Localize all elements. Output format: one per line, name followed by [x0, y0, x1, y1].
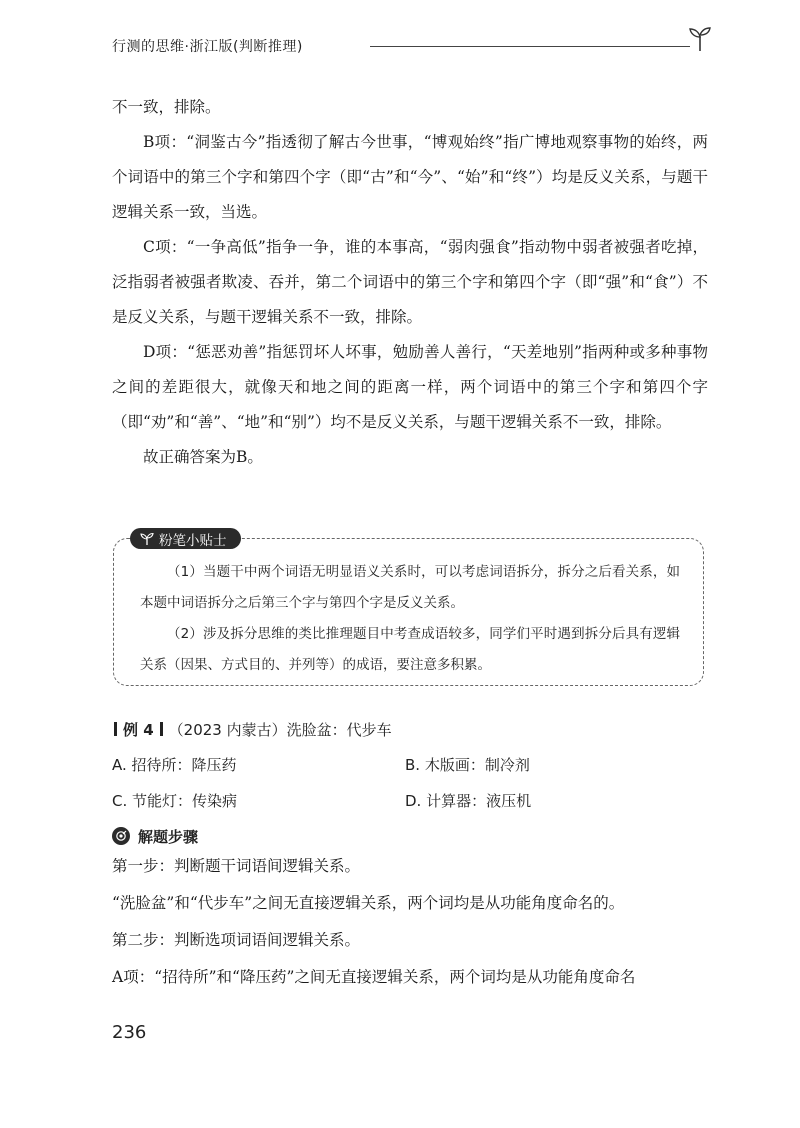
tip-badge-label: 粉笔小贴士 [159, 532, 227, 549]
label-bar-left [114, 722, 117, 736]
option-a: A. 招待所：降压药 [112, 755, 237, 774]
target-icon [112, 827, 130, 845]
example-title [112, 712, 708, 746]
example-question [112, 712, 708, 818]
paragraph-answer: 故正确答案为B。 [143, 448, 263, 466]
paragraph-1: 不一致，排除。 [112, 98, 221, 116]
option-b: B. 木版画：制冷剂 [405, 755, 530, 774]
analysis-text [112, 90, 708, 475]
option-c: C. 节能灯：传染病 [112, 791, 238, 810]
page-header [112, 30, 712, 60]
step-line-3: 第二步：判断选项词语间逻辑关系。 [112, 931, 361, 949]
running-title: 行测的思维·浙江版(判断推理) [112, 39, 303, 55]
option-d: D. 计算器：液压机 [405, 791, 532, 810]
paragraph-option-c: C项：“一争高低”指争一争，谁的本事高，“弱肉强食”指动物中弱者被强者吃掉，泛指弱者被强者欺凌、吞并，第二个词语中的第三个字和第四个字（即“强”和“食”）不是反义关系，与题干逻辑关系不一致，排除。 [112, 238, 708, 326]
page-number: 236 [112, 1022, 147, 1043]
paragraph-option-d: D项：“惩恶劝善”指惩罚坏人坏事，勉励善人善行，“天差地别”指两种或多种事物之间的差距很大，就像天和地之间的距离一样，两个词语中的第三个字和第四个字（即“劝”和“善”、“地”和“别”）均不是反义关系，与题干逻辑关系不一致，排除。 [112, 343, 708, 431]
example-stem: 洗脸盆：代步车 [286, 720, 392, 739]
step-line-2: “洗脸盆”和“代步车”之间无直接逻辑关系，两个词均是从功能角度命名的。 [112, 894, 625, 912]
sprout-icon [688, 26, 712, 52]
example-source: （2023 内蒙古） [168, 720, 287, 739]
paragraph-option-b: B项：“洞鉴古今”指透彻了解古今世事，“博观始终”指广博地观察事物的始终，两个词语中的第三个字和第四个字（即“古”和“今”、“始”和“终”）均是反义关系，与题干逻辑关系一致，当选。 [112, 133, 708, 221]
tip-text [140, 557, 680, 681]
tip-box [113, 532, 704, 686]
label-bar-right [160, 722, 163, 736]
step-line-4: A项：“招待所”和“降压药”之间无直接逻辑关系，两个词均是从功能角度命名 [112, 968, 636, 986]
tip-item-1: （1）当题干中两个词语无明显语义关系时，可以考虑词语拆分，拆分之后看关系，如本题中词语拆分之后第三个字与第四个字是反义关系。 [140, 564, 680, 611]
sprout-icon [140, 532, 154, 546]
tip-badge [130, 528, 241, 549]
example-label: 例 4 [123, 720, 154, 739]
tip-item-2: （2）涉及拆分思维的类比推理题目中考查成语较多，同学们平时遇到拆分后具有逻辑关系（因果、方式目的、并列等）的成语，要注意多积累。 [140, 626, 680, 673]
step-line-1: 第一步：判断题干词语间逻辑关系。 [112, 857, 361, 875]
example-options [112, 746, 708, 818]
steps-title: 解题步骤 [138, 827, 199, 846]
steps-heading [112, 824, 198, 848]
solution-steps [112, 848, 708, 996]
header-rule [370, 46, 690, 47]
